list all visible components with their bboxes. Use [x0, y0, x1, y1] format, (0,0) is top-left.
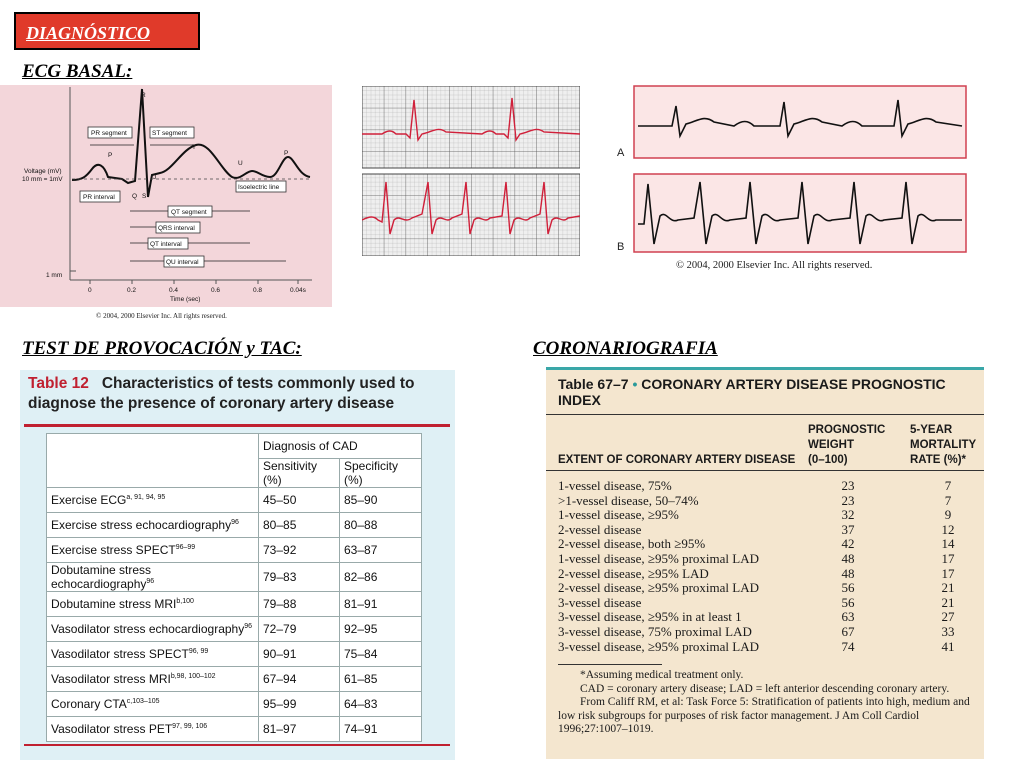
- ecg-label-voltage: Voltage (mV): [24, 168, 62, 175]
- table67-rule-top: [546, 414, 984, 415]
- table-row: 2-vessel disease, ≥95% LAD 48 17: [558, 565, 955, 581]
- ecg-strips-svg: [362, 86, 580, 256]
- table67-footnote-1: *Assuming medical treatment only.: [580, 669, 744, 681]
- table12-title-block: [28, 374, 448, 414]
- ecg-tick-2: 0.4: [169, 287, 179, 294]
- ecg-tick-0: 0: [88, 287, 92, 294]
- table67-title: CORONARY ARTERY DISEASE PROGNOSTIC INDEX: [558, 376, 946, 408]
- table67-footnotes: [558, 669, 978, 737]
- table67-footnote-rule: [558, 664, 662, 665]
- table-row: Vasodilator stress SPECT$^{96, 99}$ 90–91 75–84: [47, 642, 422, 667]
- table12-title: Characteristics of tests commonly used to diagnose the presence of coronary artery disease: [28, 375, 415, 412]
- table67-title-block: [558, 376, 978, 408]
- table12-grid: [46, 433, 422, 742]
- table-row: 2-vessel disease, ≥95% proximal LAD 56 21: [558, 580, 955, 596]
- table12-col-specificity: Specificity (%): [340, 459, 422, 488]
- ecg-label-pr-segment: PR segment: [91, 130, 127, 137]
- table67-label: Table 67–7: [558, 376, 629, 392]
- table-row: 3-vessel disease 56 21: [558, 594, 955, 610]
- table-row: 1-vessel disease, 75% 23 7: [558, 478, 952, 493]
- table12-label: Table 12: [28, 375, 89, 392]
- ecg-label-u: U: [238, 160, 243, 167]
- ecg-label-a: A: [617, 147, 625, 159]
- ecg-label-time: Time (sec): [170, 296, 201, 303]
- table-row: >1-vessel disease, 50–74% 23 7: [558, 492, 952, 508]
- slide-title: DIAGNÓSTICO: [26, 23, 151, 43]
- table-row: 1-vessel disease, ≥95% 32 9: [558, 507, 952, 523]
- ecg-label-scale: 10 mm = 1mV: [22, 176, 63, 183]
- ecg-waveform-diagram: [0, 85, 332, 307]
- ecg-label-s: S: [142, 193, 147, 200]
- table12-bottom-rule: [24, 744, 450, 746]
- table67-rows: [558, 479, 978, 654]
- table-row: Coronary CTA$^{c,103-105}$ 95–99 64–83: [47, 692, 422, 717]
- ecg-label-isoelectric: Isoelectric line: [238, 184, 280, 191]
- ecg-ab-copyright: © 2004, 2000 Elsevier Inc. All rights reserved.: [676, 260, 873, 271]
- slide-title-box: [14, 12, 200, 50]
- table-row: 3-vessel disease, ≥95% in at least 1 63 27: [558, 609, 955, 625]
- table-row: 2-vessel disease, both ≥95% 42 14: [558, 536, 955, 552]
- table-row: Vasodilator stress MRI$^{b,98, 100-102}$ 67–94 61–85: [47, 667, 422, 692]
- ecg-ab-panel: [614, 84, 974, 276]
- ecg-label-q: Q: [132, 193, 138, 200]
- ecg-label-b: B: [617, 241, 625, 253]
- table67-col-weight: PROGNOSTIC WEIGHT (0–100): [808, 424, 886, 466]
- ecg-ab-svg: [614, 84, 974, 260]
- table12-group-header: Diagnosis of CAD: [259, 434, 422, 459]
- table-row: Vasodilator stress echocardiography$^{96}$ 72–79 92–95: [47, 617, 422, 642]
- ecg-strips: [362, 86, 580, 256]
- ecg-tick-3: 0.6: [211, 287, 221, 294]
- ecg-basal-heading: ECG BASAL:: [22, 61, 133, 82]
- ecg-label-p1: P: [108, 152, 113, 159]
- ecg-label-qu-interval: QU interval: [166, 259, 199, 266]
- table67-col-extent: EXTENT OF CORONARY ARTERY DISEASE: [558, 454, 796, 466]
- table67-footnote-3: From Califf RM, et al: Task Force 5: Stratification of patients into high, medium and low risk subgroups for purposes of risk factor management. J Am Coll Cardiol 1996;27:1007–1019.: [558, 696, 970, 735]
- table-row: Dobutamine stress MRI$^{b,100}$ 79–88 81–91: [47, 592, 422, 617]
- table67-col-mortality: 5-YEAR MORTALITY RATE (%)*: [910, 424, 977, 466]
- test-heading: TEST DE PROVOCACIÓN y TAC:: [22, 338, 302, 359]
- ecg-label-qrs-interval: QRS interval: [158, 225, 195, 232]
- coronariografia-heading: CORONARIOGRAFIA: [533, 338, 718, 359]
- table-row: Vasodilator stress PET$^{97, 99, 106}$ 81–97 74–91: [47, 717, 422, 742]
- table-row: 3-vessel disease, 75% proximal LAD 67 33: [558, 623, 955, 639]
- ecg-tick-4: 0.8: [253, 287, 263, 294]
- table-row: Exercise stress echocardiography$^{96}$ 80–85 80–88: [47, 513, 422, 538]
- table-row: Exercise stress SPECT$^{96-99}$ 73–92 63–87: [47, 538, 422, 563]
- ecg-label-t: T: [192, 144, 196, 151]
- table67-top-bar: [546, 367, 984, 370]
- ecg-tick-1: 0.2: [127, 287, 137, 294]
- table-row: 1-vessel disease, ≥95% proximal LAD 48 17: [558, 550, 955, 566]
- ecg-label-st-segment: ST segment: [152, 130, 187, 137]
- ecg-label-mm: 1 mm: [46, 272, 63, 279]
- table-row: 2-vessel disease 37 12: [558, 521, 955, 537]
- table67-footnote-2: CAD = coronary artery disease; LAD = left anterior descending coronary artery.: [580, 682, 950, 695]
- ecg-label-j: J: [153, 174, 157, 181]
- ecg-label-qt-segment: QT segment: [171, 209, 207, 216]
- table12-col-sensitivity: Sensitivity (%): [259, 459, 340, 488]
- table12-panel: [20, 370, 455, 760]
- table12-top-rule: [24, 424, 450, 427]
- ecg-diagram-svg: [0, 85, 332, 307]
- ecg-label-pr-interval: PR interval: [83, 194, 115, 201]
- ecg-label-qt-interval: QT interval: [150, 241, 182, 248]
- ecg-diagram-copyright: © 2004, 2000 Elsevier Inc. All rights reserved.: [96, 312, 227, 320]
- ecg-label-p2: P: [284, 150, 289, 157]
- table67-bullet: •: [632, 376, 638, 392]
- table67-rule-header: [546, 470, 984, 471]
- ecg-tick-5: 0.04s: [290, 287, 306, 294]
- table-row: 3-vessel disease, ≥95% proximal LAD 74 41: [558, 638, 955, 654]
- table-row: Exercise ECG$^{a, 91, 94, 95}$ 45–50 85–90: [47, 488, 422, 513]
- table67-panel: [546, 367, 984, 759]
- table-row: Dobutamine stress echocardiography$^{96}$ 79–83 82–86: [47, 563, 422, 592]
- ecg-label-r: R: [141, 92, 146, 99]
